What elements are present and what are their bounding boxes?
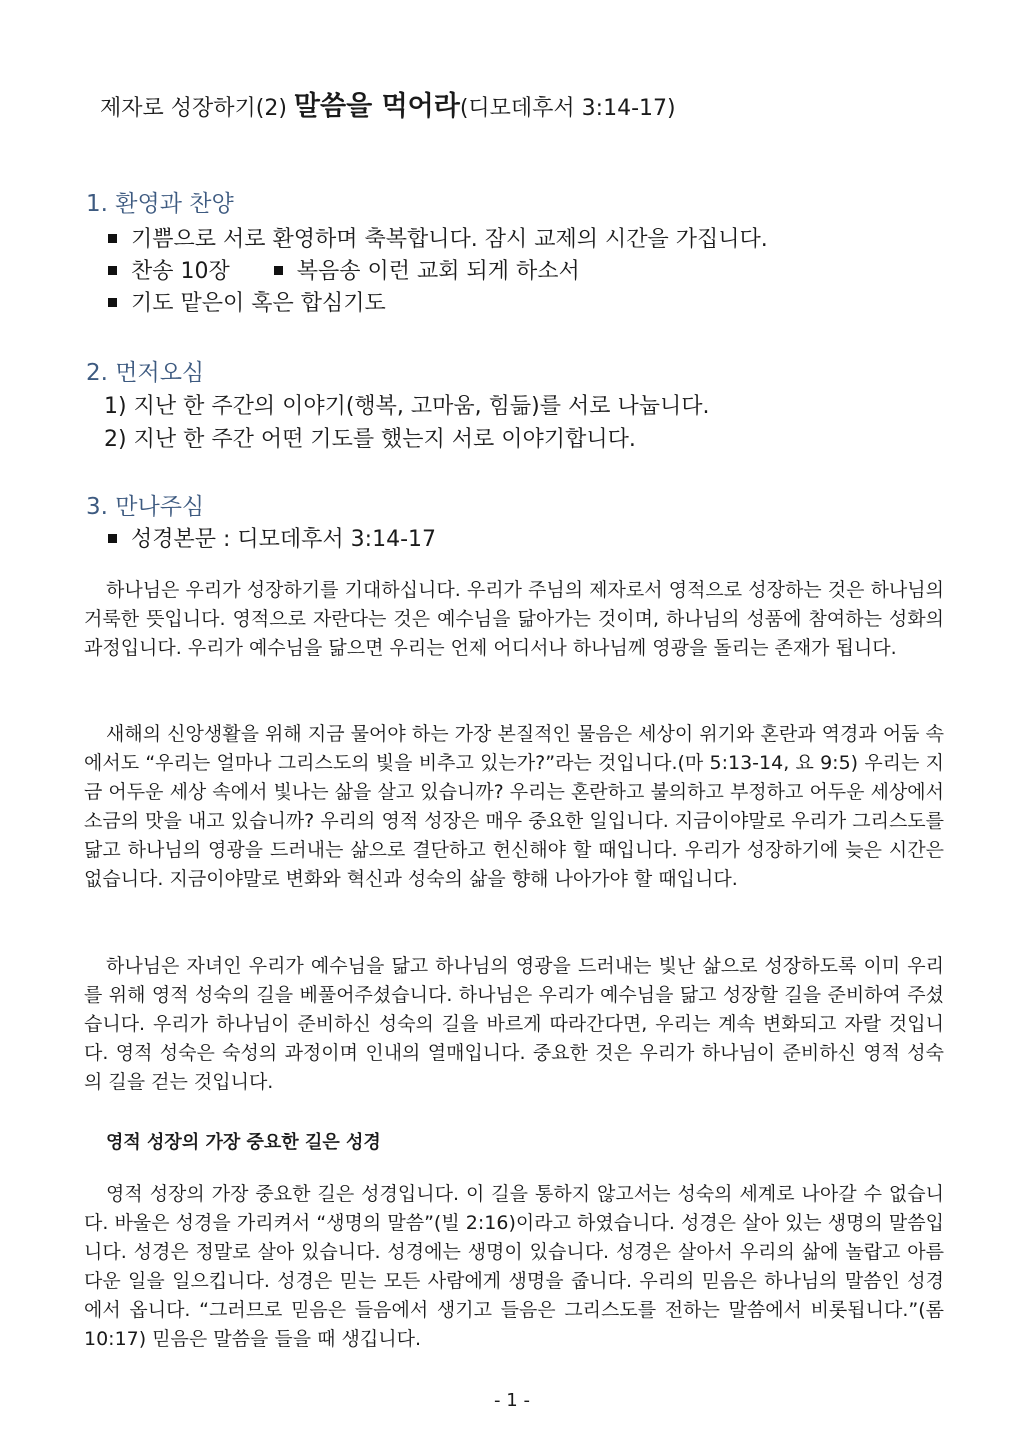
- square-bullet-icon: [108, 266, 117, 275]
- paragraph-1: 하나님은 우리가 성장하기를 기대하십니다. 우리가 주님의 제자로서 영적으로 성장하는 것은 하나님의 거룩한 뜻입니다. 영적으로 자란다는 것은 예수님을 닮아가는 것이며, 하나님의 성품에 참여하는 성화의 과정입니다. 우리가 예수님을 닮으면 우리는 언제 어디서나 하나님께 영광을 돌리는 존재가 됩니다.: [84, 579, 944, 659]
- page-number: - 1 -: [494, 1390, 530, 1411]
- section-1-heading: 1. 환영과 찬양: [86, 191, 234, 217]
- square-bullet-icon: [108, 298, 117, 307]
- title-suffix: (디모데후서 3:14-17): [459, 96, 676, 121]
- gospel-song-text: 복음송 이런 교회 되게 하소서: [296, 259, 580, 284]
- section-1-line-3: [108, 286, 386, 317]
- section-2-item-2: 2) 지난 한 주간 어떤 기도를 했는지 서로 이야기합니다.: [104, 427, 636, 452]
- paragraph-3: 하나님은 자녀인 우리가 예수님을 닮고 하나님의 영광을 드러내는 빛난 삶으로 성장하도록 이미 우리를 위해 영적 성숙의 길을 베풀어주셨습니다. 하나님은 우리가 예수님을 닮고 성장할 길을 준비하여 주셨습니다. 우리가 하나님이 준비하신 성숙의 길을 바르게 따라간다면, 우리는 계속 변화되고 자랄 것입니다. 영적 성숙은 숙성의 과정이며 인내의 열매입니다. 중요한 것은 우리가 하나님이 준비하신 영적 성숙의 길을 걷는 것입니다.: [84, 955, 944, 1093]
- section-3-heading: 3. 만나주심: [86, 494, 205, 520]
- hymn-text: 찬송 10장: [131, 259, 230, 284]
- section-1-line-1: [108, 222, 768, 253]
- square-bullet-icon: [108, 534, 117, 543]
- paragraph-2: 새해의 신앙생활을 위해 지금 물어야 하는 가장 본질적인 물음은 세상이 위기와 혼란과 역경과 어둠 속에서도 “우리는 얼마나 그리스도의 빛을 비추고 있는가?”라는 것입니다.(마 5:13-14, 요 9:5) 우리는 지금 어두운 세상 속에서 빛나는 삶을 살고 있습니까? 우리는 혼란하고 불의하고 부정하고 어두운 세상에서 소금의 맛을 내고 있습니까? 우리의 영적 성장은 매우 중요한 일입니다. 지금이야말로 우리가 그리스도를 닮고 하나님의 영광을 드러내는 삶으로 결단하고 헌신해야 할 때입니다. 우리가 성장하기에 늦은 시간은 없습니다. 지금이야말로 변화와 혁신과 성숙의 삶을 향해 나아가야 할 때입니다.: [84, 723, 944, 890]
- section-2-heading: 2. 먼저오심: [86, 360, 205, 386]
- title-main: 말씀을 먹어라: [293, 91, 460, 122]
- prayer-text: 기도 맡은이 혹은 합심기도: [131, 291, 386, 316]
- welcome-text: 기쁨으로 서로 환영하며 축복합니다. 잠시 교제의 시간을 가집니다.: [131, 227, 768, 252]
- page-title: [100, 84, 676, 123]
- title-prefix: 제자로 성장하기(2): [100, 96, 287, 121]
- section-3-scripture: [108, 522, 436, 553]
- section-subheading: 영적 성장의 가장 중요한 길은 성경: [106, 1132, 381, 1153]
- section-1-line-2: [108, 254, 580, 285]
- section-2-item-1: 1) 지난 한 주간의 이야기(행복, 고마움, 힘듦)를 서로 나눕니다.: [104, 394, 710, 419]
- square-bullet-icon: [274, 266, 283, 275]
- paragraph-4: 영적 성장의 가장 중요한 길은 성경입니다. 이 길을 통하지 않고서는 성숙의 세계로 나아갈 수 없습니다. 바울은 성경을 가리켜서 “생명의 말씀”(빌 2:16)이라고 하였습니다. 성경은 살아 있는 생명의 말씀입니다. 성경은 정말로 살아 있습니다. 성경에는 생명이 있습니다. 성경은 살아서 우리의 삶에 놀랍고 아름다운 일을 일으킵니다. 성경은 믿는 모든 사람에게 생명을 줍니다. 우리의 믿음은 하나님의 말씀인 성경에서 옵니다. “그러므로 믿음은 들음에서 생기고 들음은 그리스도를 전하는 말씀에서 비롯됩니다.”(롬 10:17) 믿음은 말씀을 들을 때 생깁니다.: [84, 1183, 944, 1350]
- square-bullet-icon: [108, 234, 117, 243]
- scripture-text: 성경본문 : 디모데후서 3:14-17: [131, 527, 436, 552]
